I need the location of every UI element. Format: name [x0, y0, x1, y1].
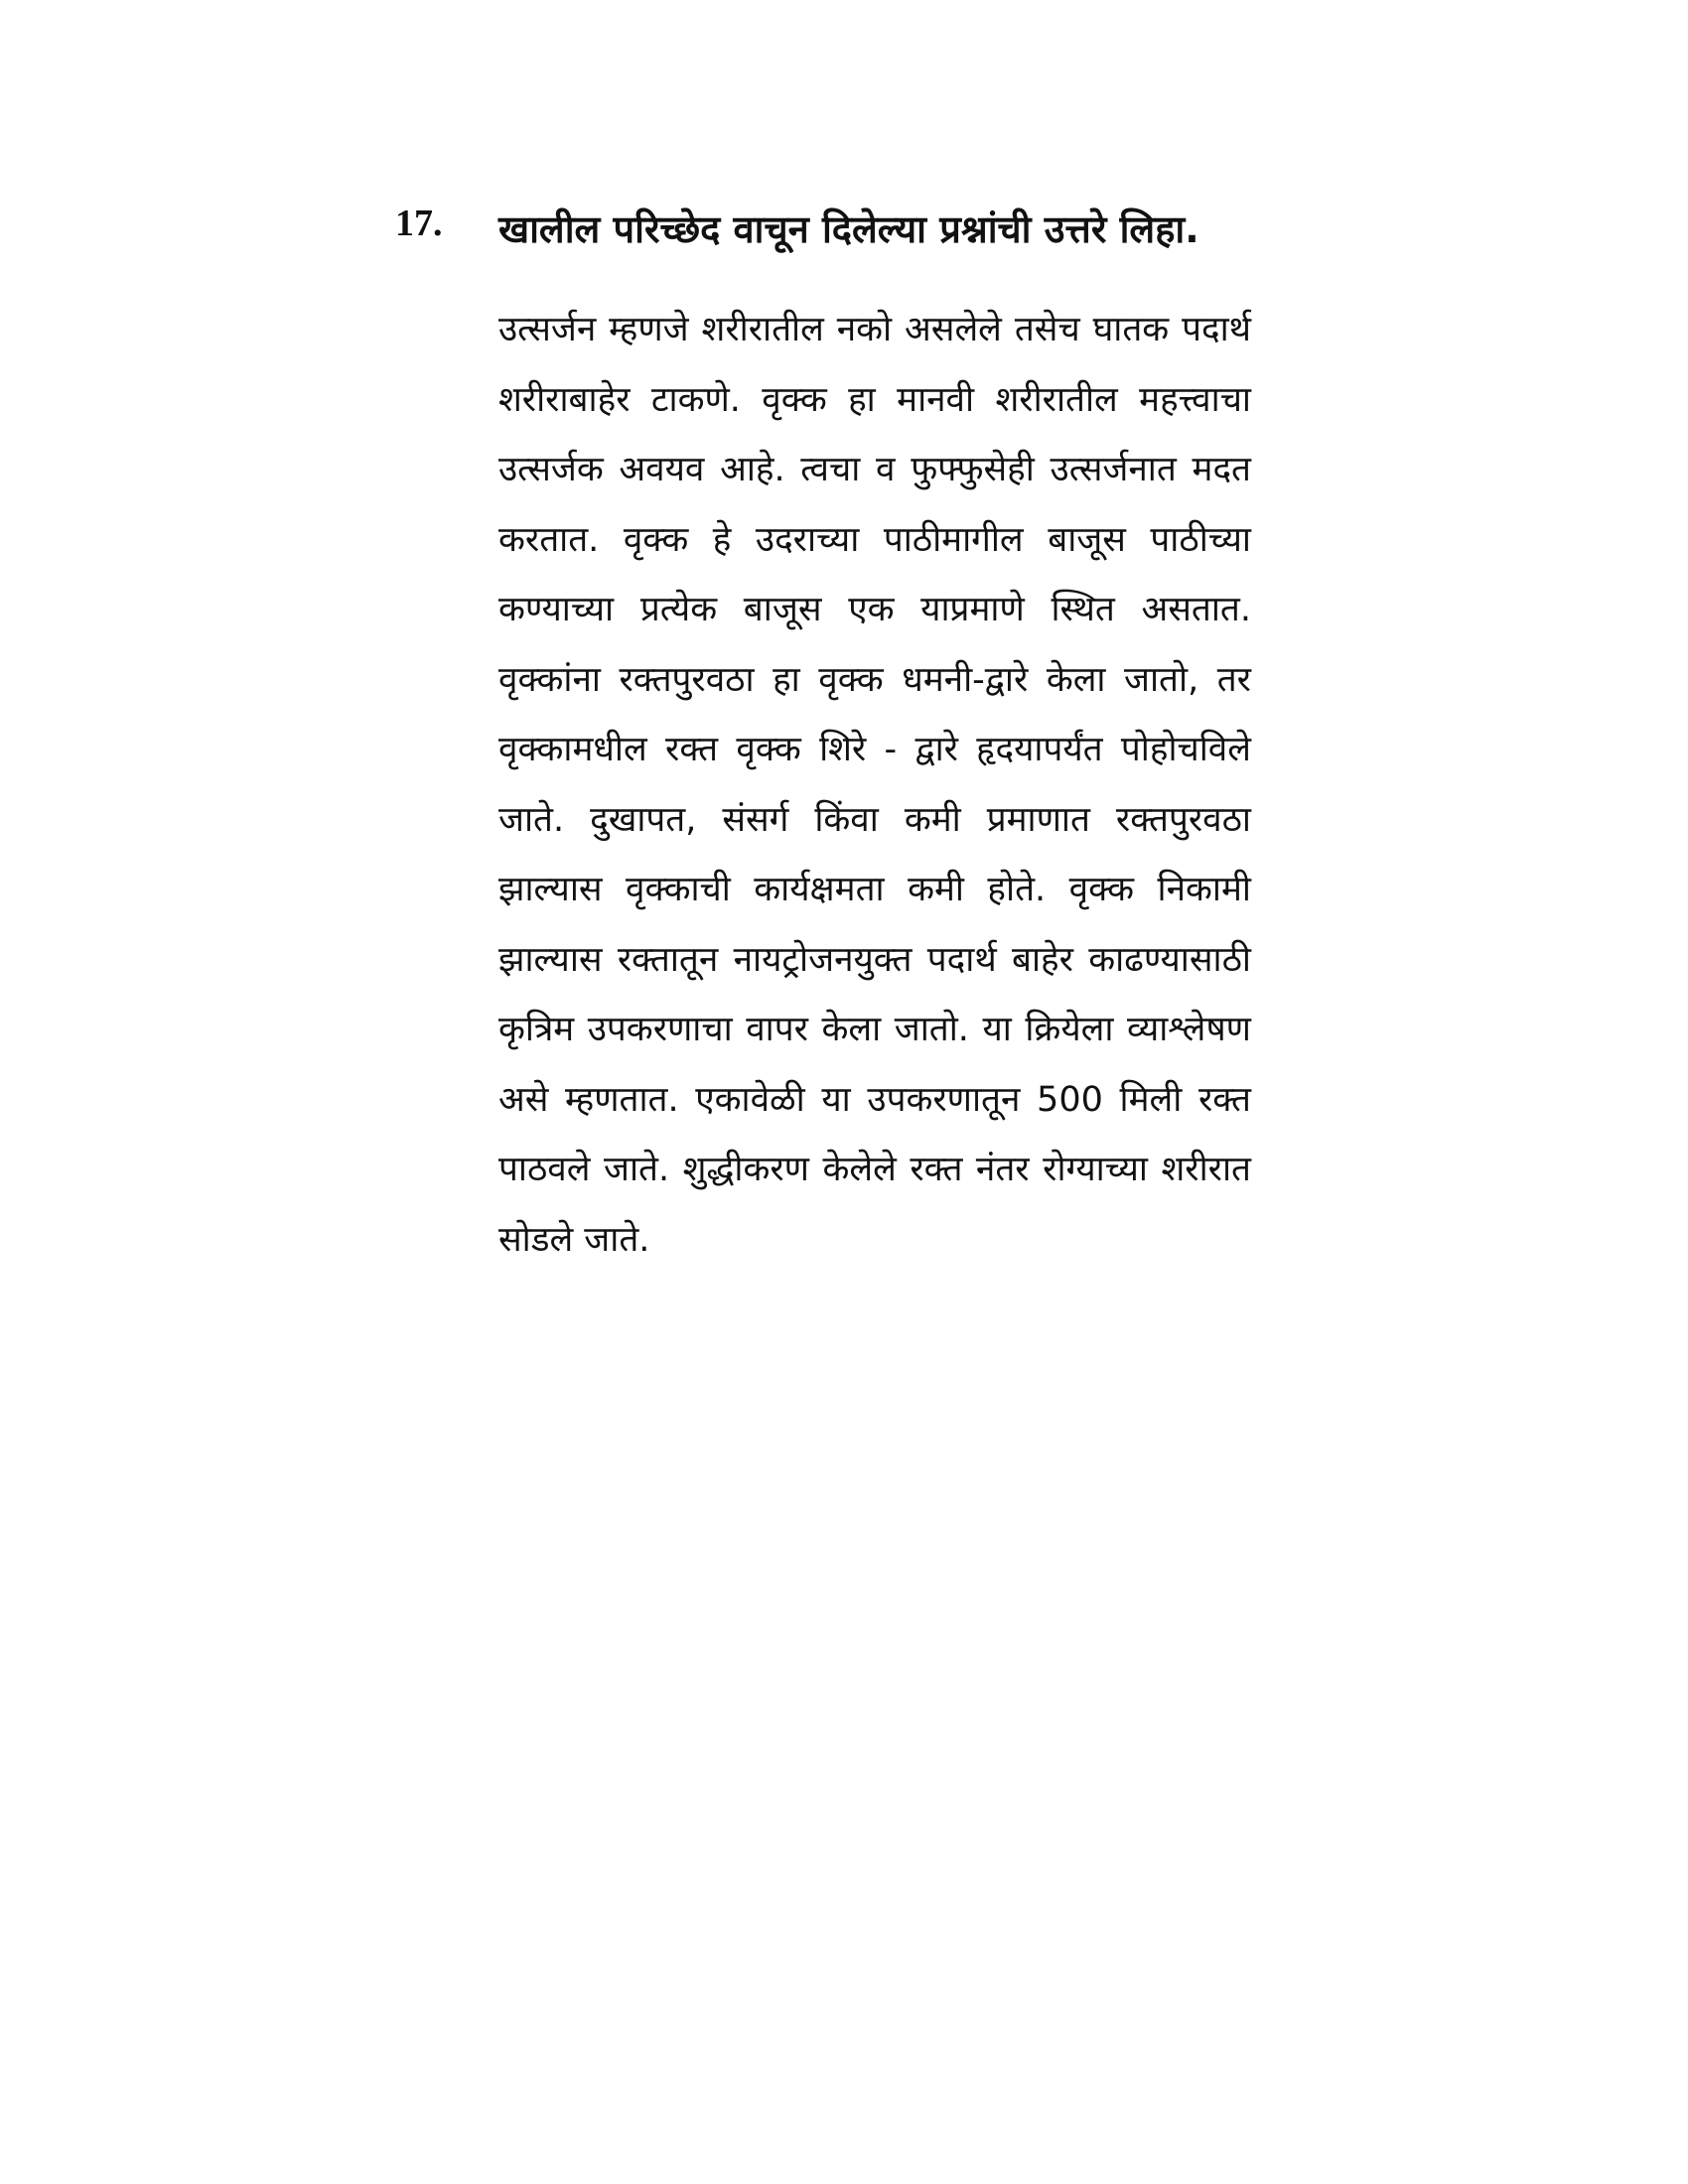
question-passage: उत्सर्जन म्हणजे शरीरातील नको असलेले तसेच घातक पदार्थ शरीराबाहेर टाकणे. वृक्क हा मानवी शरीरातील महत्त्वाचा उत्सर्जक अवयव आहे. त्वचा व फुफ्फुसेही उत्सर्जनात मदत करतात. वृक्क हे उदराच्या पाठीमागील बाजूस पाठीच्या कण्याच्या प्रत्येक बाजूस एक याप्रमाणे स्थित असतात. वृक्कांना रक्तपुरवठा हा वृक्क धमनी-द्वारे केला जातो, तर वृक्कामधील रक्त वृक्क शिरे - द्वारे हृदयापर्यंत पोहोचविले जाते. दुखापत, संसर्ग किंवा कमी प्रमाणात रक्तपुरवठा झाल्यास वृक्काची कार्यक्षमता कमी होते. वृक्क निकामी झाल्यास रक्तातून नायट्रोजनयुक्त पदार्थ बाहेर काढण्यासाठी कृत्रिम उपकरणाचा वापर केला जातो. या क्रियेला व्याश्लेषण असे म्हणतात. एकावेळी या उपकरणातून 500 मिली रक्त पाठवले जाते. शुद्धीकरण केलेले रक्त नंतर रोग्याच्या शरीरात सोडले जाते. [498, 310, 1251, 1260]
question-number: 17. [395, 203, 443, 244]
question-prompt: खालील परिच्छेद वाचून दिलेल्या प्रश्नांची उत्तरे लिहा. [498, 207, 1199, 251]
question-body [498, 194, 1251, 1275]
